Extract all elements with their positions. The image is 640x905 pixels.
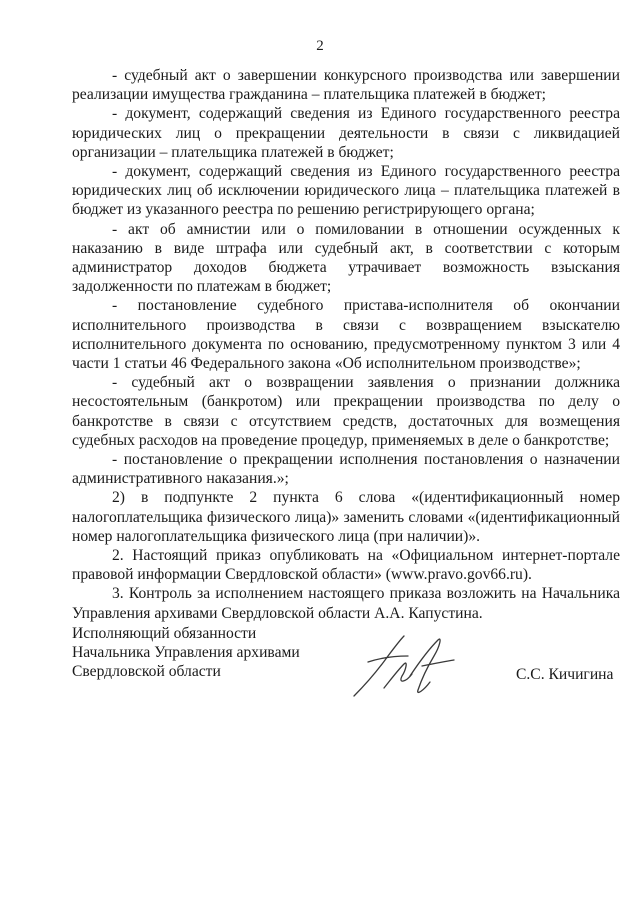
paragraph-4: - акт об амнистии или о помиловании в отношении осужденных к наказанию в виде штрафа или судебный акт, в соответствии с которым администратор доходов бюджета утрачивает возможность взыскания задолженности по платежам в бюджет;	[72, 220, 620, 296]
paragraph-8: 2) в подпункте 2 пункта 6 слова «(идентификационный номер налогоплательщика физического лица)» заменить словами «(идентификационный номер налогоплательщика физического лица (при наличии)».	[72, 489, 620, 545]
paragraph-3: - документ, содержащий сведения из Единого государственного реестра юридических лиц об исключении юридического лица – плательщика платежей в бюджет из указанного реестра по решению регистрирующего органа;	[72, 163, 620, 219]
signer-title	[72, 624, 300, 682]
paragraph-7: - постановление о прекращении исполнения постановления о назначении административного наказания.»;	[72, 451, 620, 488]
signer-name: С.С. Кичигина	[516, 666, 614, 683]
paragraph-5: - постановление судебного пристава-исполнителя об окончании исполнительного производства в связи с возвращением взыскателю исполнительного документа по основанию, предусмотренному пунктом 3 или 4 части 1 статьи 46 Федерального закона «Об исполнительном производстве»;	[72, 297, 620, 373]
signer-title-line-3: Свердловской области	[72, 663, 221, 681]
document-body	[72, 66, 620, 623]
signer-title-line-2: Начальника Управления архивами	[72, 644, 300, 662]
paragraph-9: 2. Настоящий приказ опубликовать на «Официальном интернет-портале правовой информации Свердловской области» (www.pravo.gov66.ru).	[72, 547, 620, 584]
paragraph-10: 3. Контроль за исполнением настоящего приказа возложить на Начальника Управления архивами Свердловской области А.А. Капустина.	[72, 585, 620, 622]
paragraph-1: - судебный акт о завершении конкурсного производства или завершении реализации имущества гражданина – плательщика платежей в бюджет;	[72, 67, 620, 104]
page-number: 2	[316, 38, 324, 54]
signer-title-line-1: Исполняющий обязанности	[72, 625, 257, 642]
paragraph-6: - судебный акт о возвращении заявления о признании должника несостоятельным (банкротом) или прекращении производства по делу о банкротстве в связи с отсутствием средств, достаточных для возмещения судебных расходов на проведение процедур, применяемых в деле о банкротстве;	[72, 374, 620, 449]
signature-block	[72, 624, 620, 714]
handwritten-signature	[344, 626, 464, 706]
paragraph-2: - документ, содержащий сведения из Единого государственного реестра юридических лиц о прекращении деятельности в связи с ликвидацией организации – плательщика платежей в бюджет;	[72, 105, 620, 161]
